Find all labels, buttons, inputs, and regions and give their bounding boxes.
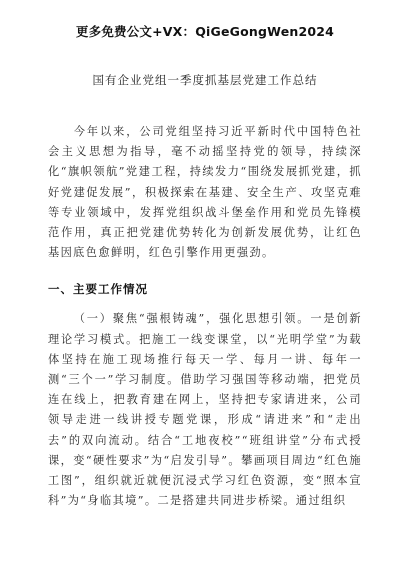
- document-title: 国有企业党组一季度抓基层党建工作总结: [92, 73, 318, 87]
- subsection-paragraph-1: （一）聚焦“强根铸魂”，强化思想引领。一是创新理论学习模式。把施工一线变课堂，以“光明学堂”为载体坚持在施工现场推行每天一学、每月一讲、每年一测“三个一”学习制度。借助学习强国等移动端，把党员连在线上，把教育建在网上，坚持把专家请进来，公司领导走进一线讲授专题党课，形成“请进来”和“走出去”的双向流动。结合“工地夜校”“班组讲堂”分布式授课，变“硬性要求”为“启发引导”。攀画项目周边“红色施工图”，组织就近就便沉浸式学习红色资源，变“照本宣科”为“身临其境”。二是搭建共同进步桥梁。通过组织: [48, 312, 362, 508]
- watermark-header: 更多免费公文+VX：QiGeGongWen2024: [75, 24, 335, 39]
- section-heading-main-work: 一、主要工作情况: [48, 282, 148, 297]
- intro-paragraph: 今年以来，公司党组坚持习近平新时代中国特色社会主义思想为指导，毫不动摇坚持党的领导，持续深化“旗帜领航”党建工程，持续发力“围绕发展抓党建，抓好党建促发展”，积极探索在基建、安全生产、攻坚克难等专业领域中，发挥党组织战斗堡垒作用和党员先锋模范作用，真正把党建优势转化为创新发展优势，让红色基因底色愈鲜明，红色引擎作用更强劲。: [48, 125, 362, 260]
